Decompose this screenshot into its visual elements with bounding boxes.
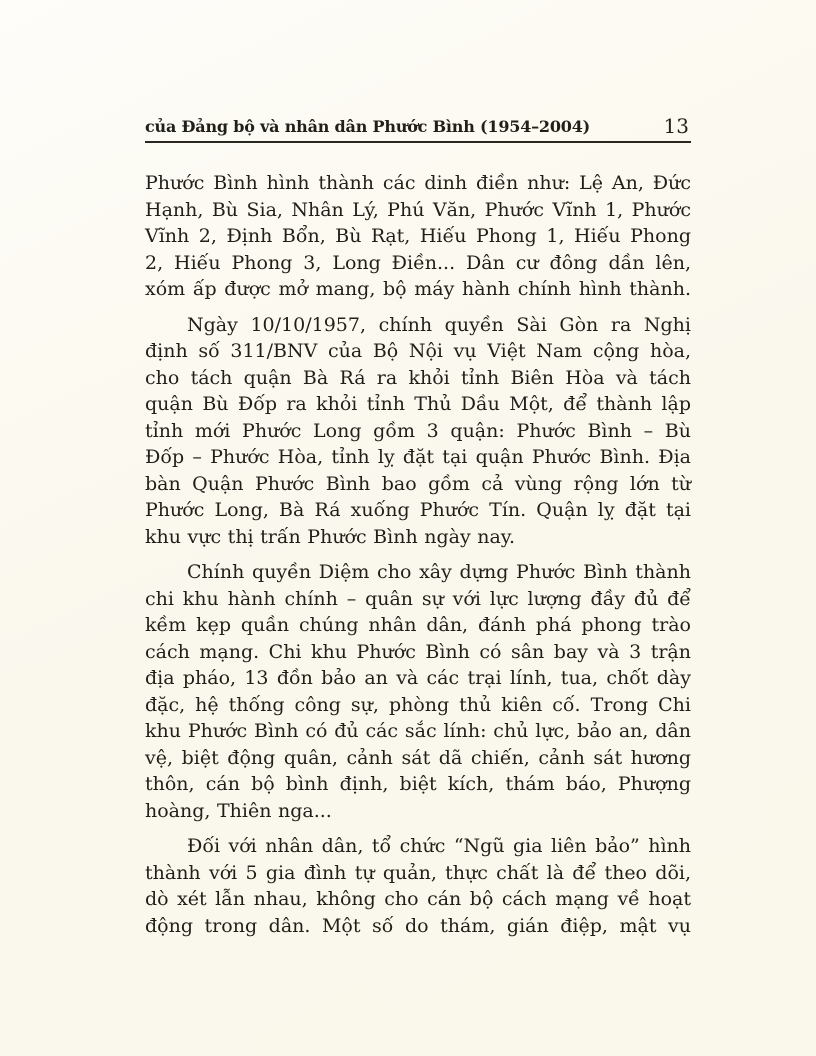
text-line: thành với 5 gia đình tự quản, thực chất là để theo dõi, bbox=[145, 861, 691, 884]
text-line: xóm ấp được mở mang, bộ máy hành chính hình thành. bbox=[145, 278, 691, 300]
text-line: động trong dân. Một số do thám, gián điệp, mật vụ bbox=[145, 914, 691, 937]
text-line: 2, Hiếu Phong 3, Long Điền... Dân cư đông dần lên, bbox=[145, 251, 691, 274]
text-line: dò xét lẫn nhau, không cho cán bộ cách mạng về hoạt bbox=[145, 888, 691, 910]
text-line: chi khu hành chính – quân sự với lực lượng đầy đủ để bbox=[145, 587, 691, 610]
text-line: Vĩnh 2, Định Bổn, Bù Rạt, Hiếu Phong 1, Hiếu Phong bbox=[145, 225, 691, 247]
paragraph-4 bbox=[145, 833, 691, 939]
paragraph-2 bbox=[145, 312, 691, 551]
text-line: tỉnh mới Phước Long gồm 3 quận: Phước Bình – Bù bbox=[145, 419, 691, 442]
text-line: bàn Quận Phước Bình bao gồm cả vùng rộng lớn từ bbox=[145, 472, 691, 495]
text-line: Đối với nhân dân, tổ chức “Ngũ gia liên bảo” hình bbox=[187, 835, 691, 857]
text-line: quận Bù Đốp ra khỏi tỉnh Thủ Dầu Một, để thành lập bbox=[145, 393, 691, 415]
text-line: Hạnh, Bù Sia, Nhân Lý, Phú Văn, Phước Vĩnh 1, Phước bbox=[145, 198, 691, 221]
text-line: cho tách quận Bà Rá ra khỏi tỉnh Biên Hòa và tách bbox=[145, 366, 691, 389]
text-line: Đốp – Phước Hòa, tỉnh lỵ đặt tại quận Phước Bình. Địa bbox=[145, 446, 691, 468]
text-line: kềm kẹp quần chúng nhân dân, đánh phá phong trào bbox=[145, 614, 691, 636]
text-line: Phước Long, Bà Rá xuống Phước Tín. Quận lỵ đặt tại bbox=[145, 499, 691, 521]
paragraph-1 bbox=[145, 170, 691, 303]
text-line: Phước Bình hình thành các dinh điền như: Lệ An, Đức bbox=[145, 172, 691, 194]
text-line: Ngày 10/10/1957, chính quyền Sài Gòn ra Nghị bbox=[187, 313, 691, 336]
text-line: vệ, biệt động quân, cảnh sát dã chiến, cảnh sát hương bbox=[145, 746, 691, 769]
text-line: hoàng, Thiên nga... bbox=[145, 799, 332, 822]
text-line: khu vực thị trấn Phước Bình ngày nay. bbox=[145, 525, 516, 548]
paragraph-3 bbox=[145, 559, 691, 824]
page-number: 13 bbox=[663, 114, 689, 138]
text-line: đặc, hệ thống công sự, phòng thủ kiên cố. Trong Chi bbox=[145, 693, 691, 716]
text-line: cách mạng. Chi khu Phước Bình có sân bay và 3 trận bbox=[145, 640, 691, 663]
running-header-title: của Đảng bộ và nhân dân Phước Bình (1954–2004) bbox=[145, 117, 591, 136]
text-line: Chính quyền Diệm cho xây dựng Phước Bình thành bbox=[187, 561, 691, 583]
body-text bbox=[145, 170, 691, 939]
running-header bbox=[145, 116, 691, 143]
text-line: định số 311/BNV của Bộ Nội vụ Việt Nam cộng hòa, bbox=[145, 340, 691, 362]
text-line: khu Phước Bình có đủ các sắc lính: chủ lực, bảo an, dân bbox=[145, 720, 691, 742]
page-content bbox=[145, 116, 691, 939]
text-line: thôn, cán bộ bình định, biệt kích, thám báo, Phượng bbox=[145, 773, 691, 795]
text-line: địa pháo, 13 đồn bảo an và các trại lính, tua, chốt dày bbox=[145, 667, 691, 689]
